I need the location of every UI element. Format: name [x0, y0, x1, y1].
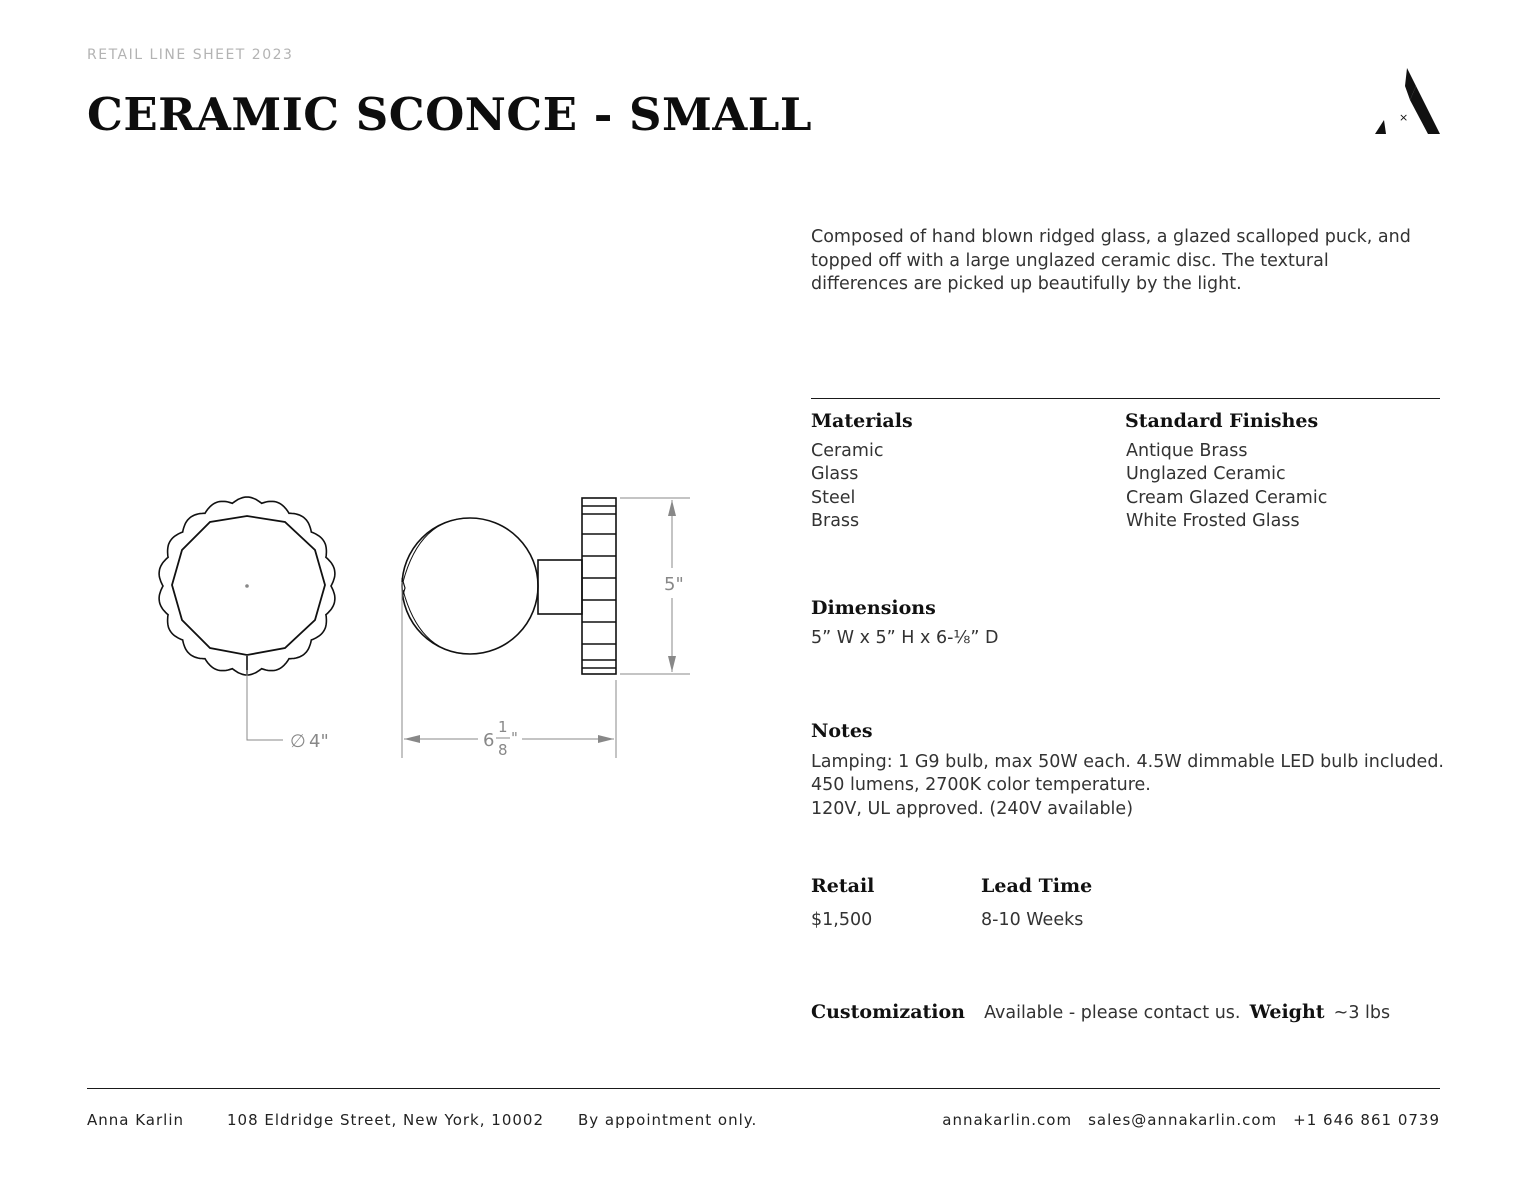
list-item: Cream Glazed Ceramic — [1126, 487, 1328, 508]
retail-value: $1,500 — [811, 910, 873, 930]
height-label: 5" — [664, 574, 684, 595]
lead-time-value: 8-10 Weeks — [981, 910, 1084, 930]
footer-address: 108 Eldridge Street, New York, 10002 — [227, 1111, 544, 1129]
front-view — [159, 497, 335, 675]
technical-drawing — [120, 470, 720, 780]
footer-phone-link[interactable]: +1 646 861 0739 — [1293, 1111, 1440, 1129]
depth-unit: " — [511, 729, 518, 747]
list-item: Unglazed Ceramic — [1126, 464, 1286, 485]
retail-heading: Retail — [811, 875, 875, 897]
dimensions-value: 5” W x 5” H x 6-⅛” D — [811, 628, 999, 648]
list-item: Brass — [811, 510, 860, 531]
customization-value: Available - please contact us. — [984, 1003, 1241, 1023]
depth-whole: 6 — [483, 730, 495, 751]
product-description: Composed of hand blown ridged glass, a glazed scalloped puck, and topped off with a large unglazed ceramic disc. The textural differences are picked up beautifully by the light. — [811, 227, 1411, 294]
notes-line: Lamping: 1 G9 bulb, max 50W each. 4.5W dimmable LED bulb included. — [811, 752, 1444, 772]
customization-row — [811, 1001, 1390, 1025]
diameter-symbol: ∅ — [290, 731, 306, 752]
depth-dimension — [402, 582, 616, 758]
notes-line: 450 lumens, 2700K color temperature. — [811, 775, 1151, 796]
depth-numerator: 1 — [498, 718, 508, 736]
footer-email-link[interactable]: sales@annakarlin.com — [1088, 1111, 1278, 1129]
dimensions-heading: Dimensions — [811, 597, 936, 619]
logo-icon — [1372, 66, 1442, 136]
lead-time-heading: Lead Time — [981, 875, 1093, 897]
weight-heading: Weight — [1249, 1001, 1325, 1023]
list-item: Steel — [811, 487, 856, 508]
list-item: Antique Brass — [1126, 441, 1248, 461]
footer-name: Anna Karlin — [87, 1111, 185, 1129]
footer-website-link[interactable]: annakarlin.com — [942, 1111, 1073, 1129]
page-title: CERAMIC SCONCE - SMALL — [87, 88, 813, 141]
depth-denominator: 8 — [498, 741, 508, 759]
materials-heading: Materials — [811, 410, 913, 432]
notes-line: 120V, UL approved. (240V available) — [811, 798, 1134, 819]
diameter-leader — [247, 670, 283, 740]
materials-list — [811, 440, 883, 533]
svg-text:×: × — [1399, 111, 1409, 124]
weight-value: ~3 lbs — [1333, 1003, 1391, 1023]
list-item: White Frosted Glass — [1126, 510, 1300, 531]
section-divider — [811, 398, 1440, 399]
list-item: Glass — [811, 464, 859, 485]
diameter-value: 4" — [309, 731, 329, 752]
footer-appointment: By appointment only. — [578, 1111, 758, 1129]
side-view — [402, 498, 616, 674]
eyebrow: RETAIL LINE SHEET 2023 — [87, 47, 294, 63]
notes-lines — [811, 751, 1444, 821]
notes-heading: Notes — [811, 720, 873, 742]
footer-contacts — [942, 1111, 1440, 1129]
footer-divider — [87, 1088, 1440, 1089]
finishes-heading: Standard Finishes — [1125, 410, 1319, 432]
customization-heading: Customization — [811, 1001, 965, 1023]
list-item: Ceramic — [811, 441, 884, 461]
finishes-list — [1126, 440, 1327, 533]
